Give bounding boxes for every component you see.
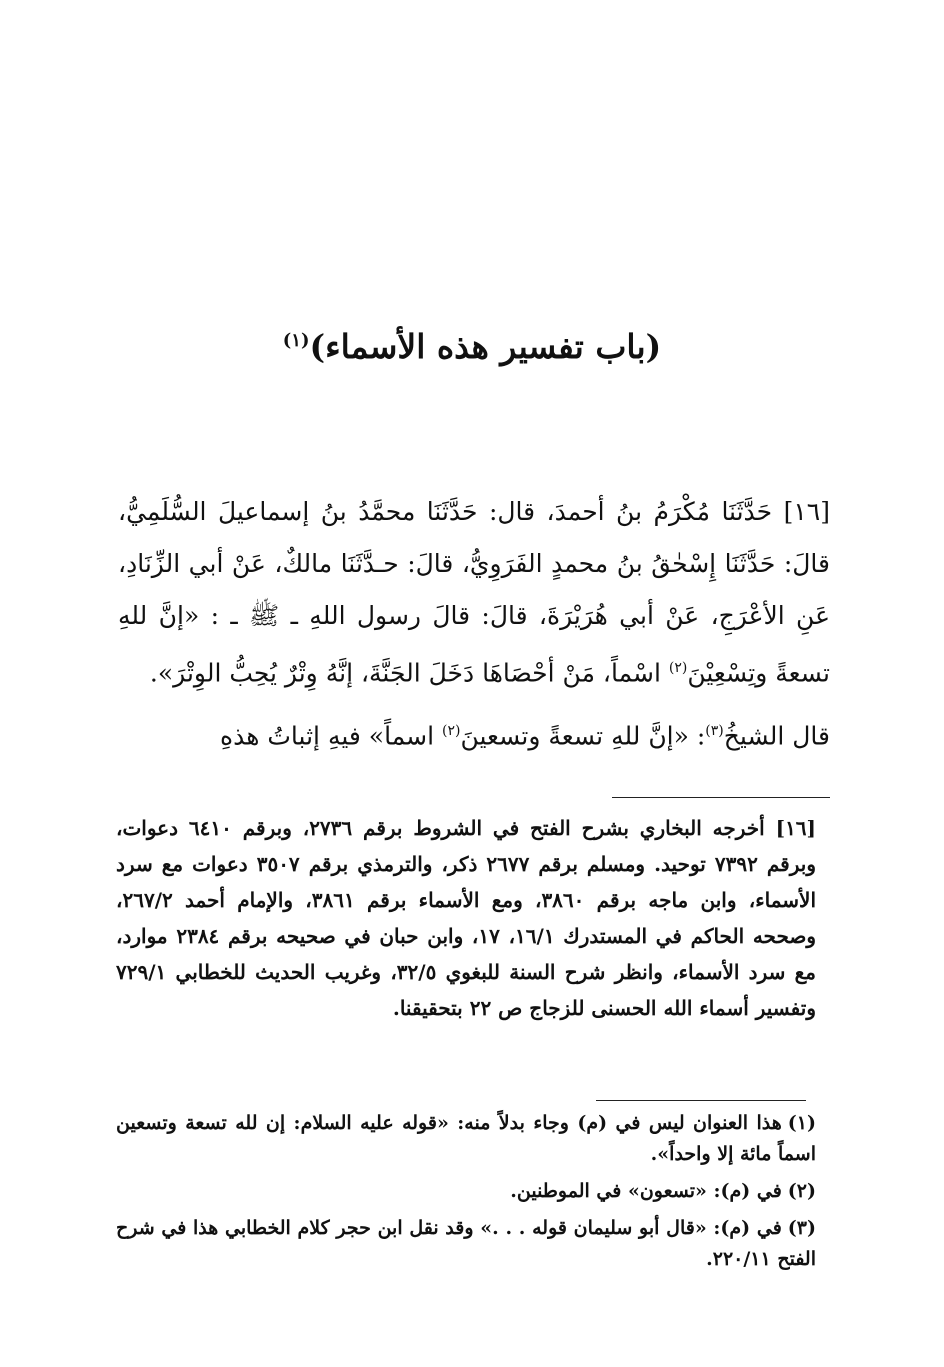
footnote-item: [116, 1213, 816, 1275]
sheikh-note-ref-2: (٢): [442, 723, 461, 740]
takhrij-text: أخرجه البخاري بشرح الفتح في الشروط برقم ٢٧٣٦، وبرقم ٦٤١٠ دعوات، وبرقم ٧٣٩٢ توحيد. ومسلم برقم ٢٦٧٧ ذكر، والترمذي برقم ٣٥٠٧ دعوات مع سرد الأسماء، وابن ماجه برقم ٣٨٦٠، ومع الأسماء برقم ٣٨٦١، والإمام أحمد ٢٦٧/٢، وصححه الحاكم في المستدرك ١٦/١، ١٧، وابن حبان في صحيحه برقم ٢٣٨٤ موارد، مع سرد الأسماء، وانظر شرح السنة للبغوي ٣٢/٥، وغريب الحديث للخطابي ٧٢٩/١ وتفسير أسماء الله الحسنى للزجاج ص ٢٢ بتحقيقنا.: [116, 816, 817, 1020]
footnote-text: في (م): «قال أبو سليمان قوله . . .» وقد نقل ابن حجر كلام الخطابي هذا في شرح الفتح ٢٢٠/١١.: [116, 1217, 816, 1270]
hadith-paragraph: [118, 486, 830, 699]
chapter-title-text: (باب تفسير هذه الأسماء): [309, 327, 662, 366]
footnote-number: (١): [787, 1112, 816, 1134]
main-text: [118, 486, 830, 763]
footnote-item: [116, 1176, 816, 1207]
hadith-text-part1: حَدَّثَنَا مُكْرَمُ بنُ أحمدَ، قال: حَدَّثَنَا محمَّدُ بنُ إسماعيلَ السُّلَمِيُّ، قالَ: حَدَّثَنَا إِسْحٰقُ بنُ محمدٍ الفَرَوِيُّ، قالَ: حـدَّثَنَا مالكٌ، عَنْ أبي الزِّنَادِ، عَنِ الأعْرَجِ، عَنْ أبي هُرَيْرَةَ، قالَ: قالَ رسول اللهِ ـ ﷺ ـ : «إنَّ للهِ تسعةً وتِسْعِيْنَ: [118, 497, 830, 688]
sheikh-text-part1: : «إنَّ للهِ تسعةً وتسعينَ: [460, 721, 706, 751]
footnote-number: (٣): [787, 1217, 816, 1239]
footnotes: [116, 1108, 816, 1281]
footnote-text: في (م): «تسعون» في الموطنين.: [510, 1180, 782, 1202]
footnote-number: (٢): [787, 1180, 816, 1202]
footnote-text: هذا العنوان ليس في (م) وجاء بدلاً منه: «قوله عليه السلام: إن لله تسعة وتسعين اسماً مائة إلا واحداً».: [116, 1112, 816, 1165]
hadith-number: [١٦]: [783, 497, 830, 526]
sheikh-note-ref: (٣): [705, 723, 724, 740]
separator-rule-footnotes: [596, 1100, 806, 1101]
sheikh-text-part2: اسماً» فيهِ إثباتُ هذهِ: [220, 721, 435, 751]
takhrij-number: [١٦]: [775, 816, 817, 840]
chapter-title-note-ref: (١): [282, 330, 310, 351]
separator-rule-takhrij: [612, 797, 830, 798]
chapter-title: [180, 316, 764, 372]
takhrij-block: [116, 810, 816, 1026]
hadith-text-part2: اسْماً، مَنْ أحْصَاهَا دَخَلَ الجَنَّةَ، إنَّهُ وِتْرٌ يُحِبُّ الوِتْرَ».: [149, 658, 661, 688]
footnote-item: [116, 1108, 816, 1170]
sheikh-paragraph: [118, 705, 830, 762]
sheikh-label: قال الشيخُ: [723, 721, 830, 751]
hadith-note-ref: (٢): [668, 660, 688, 676]
